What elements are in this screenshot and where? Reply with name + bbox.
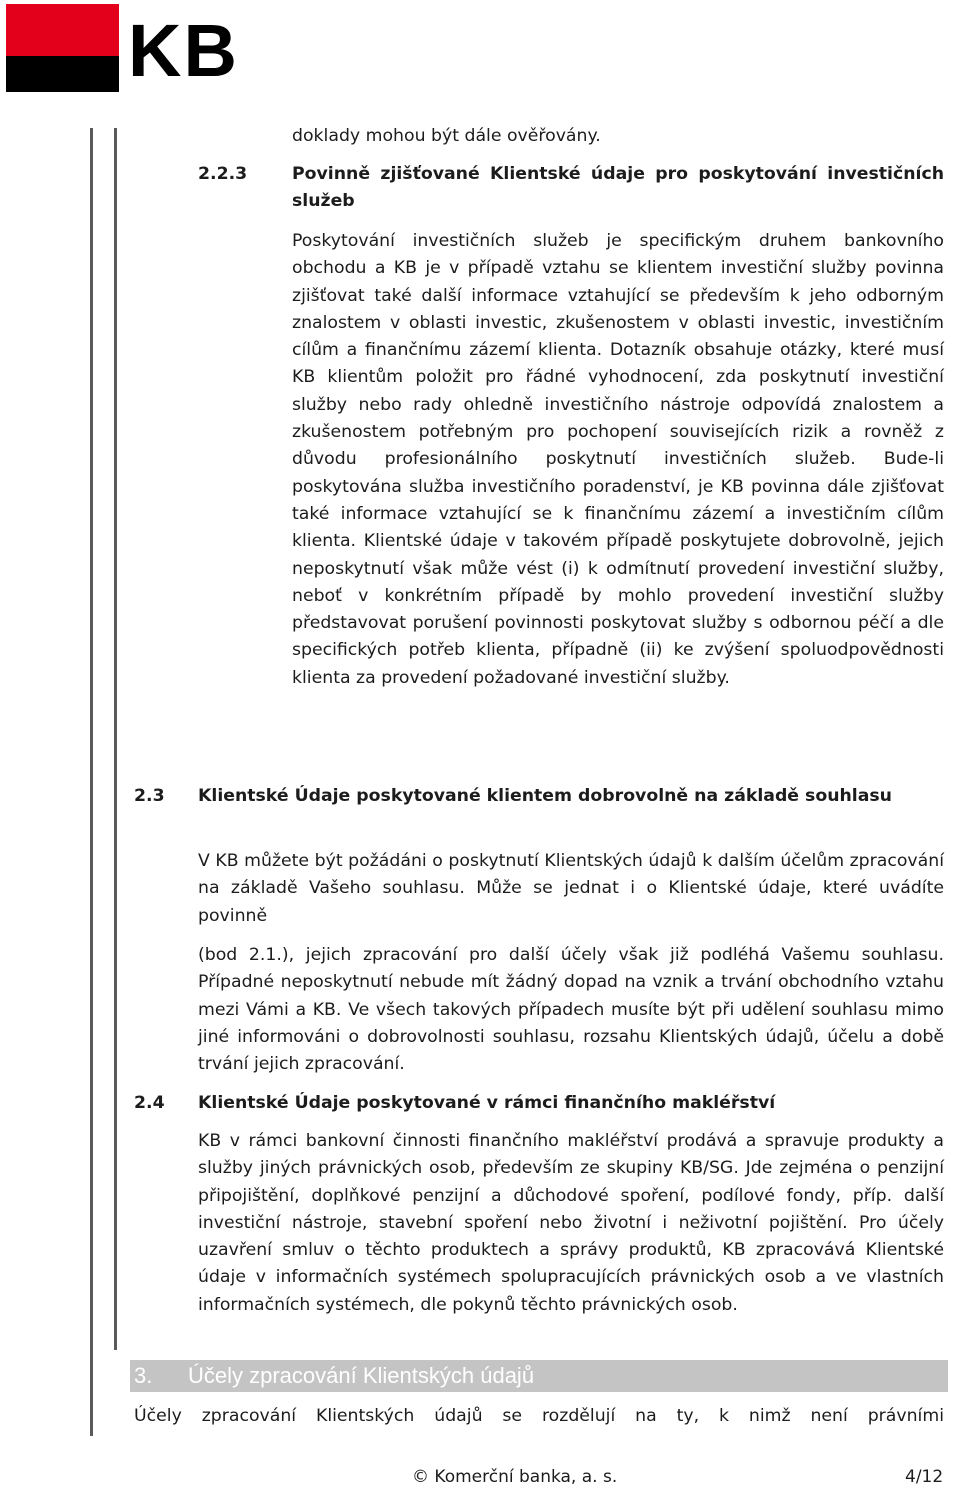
section-2-4-heading: Klientské Údaje poskytované v rámci finančního makléřství [198,1093,776,1113]
section-3-heading: Účely zpracování Klientských údajů [188,1363,535,1388]
section-2-3-paragraph-1: V KB můžete být požádáni o poskytnutí Klientských údajů k dalším účelům zpracování na základě Vašeho souhlasu. Může se jednat i o Klientské údaje, které uvádíte povinně [198,851,944,926]
margin-rule-inner [114,128,117,1350]
section-3-paragraph: Účely zpracování Klientských údajů se rozdělují na ty, k nimž není právními [134,1406,944,1426]
section-2-3-paragraph-2: (bod 2.1.), jejich zpracování pro další účely však již podléhá Vašemu souhlasu. Případné neposkytnutí nebude mít žádný dopad na vznik a trvání obchodního vztahu mezi Vámi a KB. Ve všech takových případech musíte být při udělení souhlasu mimo jiné informováni o dobrovolnosti souhlasu, rozsahu Klientských údajů, účelu a době trvání jejich zpracování. [198,945,944,1075]
logo-letters: KB [128,9,239,92]
section-2-4-paragraph: KB v rámci bankovní činnosti finančního makléřství prodává a spravuje produkty a služby jiných právnických osob, především ze skupiny KB/SG. Jde zejména o penzijní připojištění, doplňkové penzijní a důchodové spoření, podílové fondy, příp. další investiční nástroje, stavební spoření nebo životní i neživotní pojištění. Pro účely uzavření smluv o těchto produktech a správy produktů, KB zpracovává Klientské údaje v informačních systémech spolupracujících právnických osob a ve vlastních informačních systémech, dle pokynů těchto právnických osob. [198,1131,944,1315]
section-3-heading-bar [130,1360,948,1392]
section-2-2-3-number: 2.2.3 [198,164,248,184]
footer-copyright: © Komerční banka, a. s. [412,1467,618,1487]
margin-rule-outer [90,128,93,1436]
page-number: 4/12 [905,1467,944,1487]
logo-red-block [6,4,119,56]
section-2-4-number: 2.4 [134,1093,165,1113]
section-3-number: 3. [134,1363,153,1388]
section-2-2-3-paragraph: Poskytování investičních služeb je specifickým druhem bankovního obchodu a KB je v případě vztahu se klientem investiční služby povinna zjišťovat také další informace vztahující se především k jeho odborným znalostem v oblasti investic, zkušenostem v oblasti investic, investičním cílům a finančnímu zázemí klienta. Dotazník obsahuje otázky, které musí KB klientům položit pro řádné vyhodnocení, zda poskytnutí investiční služby nebo rady ohledně investičního nástroje odpovídá znalostem a zkušenostem potřebným pro pochopení souvisejících rizik a rovněž z důvodu profesionálního poskytnutí investičních služeb. Bude-li poskytována služba investičního poradenství, je KB povinna dále zjišťovat také informace vztahující se k finančnímu zázemí a investičním cílům klienta. Klientské údaje v takovém případě poskytujete dobrovolně, jejich neposkytnutí však může vést (i) k odmítnutí provedení investiční služby, neboť v konkrétním případě by mohlo provedení investiční služby představovat porušení povinnosti poskytovat služby s odbornou péčí a dle specifických potřeb klienta, případně (ii) ke zvýšení spoluodpovědnosti klienta za provedení požadované investiční služby. [292,231,944,688]
section-2-2-3-heading: Povinně zjišťované Klientské údaje pro poskytování investičních služeb [292,164,944,212]
kb-logo [0,0,270,98]
section-2-3-heading: Klientské Údaje poskytované klientem dobrovolně na základě souhlasu [198,786,892,806]
logo-black-block [6,56,119,92]
section-2-3-number: 2.3 [134,786,165,806]
intro-line: doklady mohou být dále ověřovány. [292,126,601,146]
